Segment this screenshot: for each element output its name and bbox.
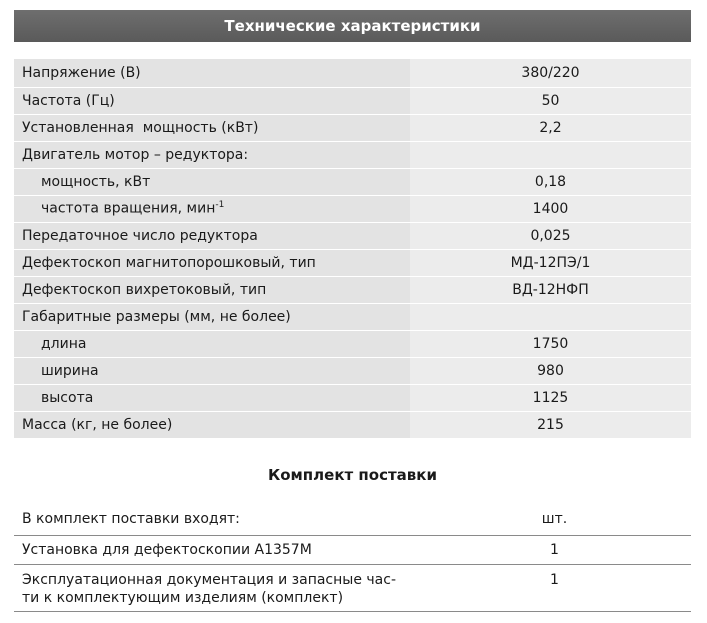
specs-title: Технические характеристики [224, 17, 481, 35]
table-row [14, 87, 691, 114]
kit-title: Комплект поставки [267, 466, 437, 484]
spec-label: ширина [14, 357, 410, 384]
spec-value: 0,025 [410, 222, 691, 249]
spec-value: 50 [410, 87, 691, 114]
table-row [14, 168, 691, 195]
kit-label: Установка для дефектоскопии А1357М [14, 535, 418, 564]
table-row [14, 114, 691, 141]
spec-label: Габаритные размеры (мм, не более) [14, 303, 410, 330]
specs-table [14, 59, 691, 439]
spec-label: Установленная мощность (кВт) [14, 114, 410, 141]
table-row [14, 357, 691, 384]
kit-label-line: ти к комплектующим изделиям (комплект) [22, 589, 344, 606]
spec-value: 380/220 [410, 59, 691, 87]
spec-value: 980 [410, 357, 691, 384]
spec-label: Дефектоскоп вихретоковый, тип [14, 276, 410, 303]
table-row [14, 303, 691, 330]
spec-value: МД-12ПЭ/1 [410, 249, 691, 276]
kit-value: 1 [418, 535, 691, 564]
spec-value: 1750 [410, 330, 691, 357]
kit-label: В комплект поставки входят: [14, 505, 418, 535]
spec-label: Масса (кг, не более) [14, 411, 410, 438]
table-row [14, 505, 691, 535]
table-row [14, 564, 691, 611]
spec-label [14, 195, 410, 222]
kit-value: шт. [418, 505, 691, 535]
spec-label-text: частота вращения, мин [41, 200, 216, 217]
spec-value: 1125 [410, 384, 691, 411]
spec-label: длина [14, 330, 410, 357]
spec-label-sup: -1 [215, 200, 225, 211]
table-row [14, 59, 691, 87]
kit-label-line: Эксплуатационная документация и запасные час- [22, 571, 397, 588]
table-row [14, 249, 691, 276]
spec-value: 2,2 [410, 114, 691, 141]
table-row [14, 330, 691, 357]
table-row [14, 195, 691, 222]
spec-value [410, 303, 691, 330]
spec-label: Частота (Гц) [14, 87, 410, 114]
kit-table [14, 505, 691, 612]
table-row [14, 411, 691, 438]
table-row [14, 276, 691, 303]
specs-header [14, 10, 691, 42]
spec-value: 215 [410, 411, 691, 438]
table-row [14, 222, 691, 249]
spec-label: высота [14, 384, 410, 411]
spec-value [410, 141, 691, 168]
table-row [14, 535, 691, 564]
table-row [14, 384, 691, 411]
table-row [14, 141, 691, 168]
kit-label [14, 564, 418, 611]
spec-label: Напряжение (В) [14, 59, 410, 87]
spec-value: 0,18 [410, 168, 691, 195]
spec-value: 1400 [410, 195, 691, 222]
spec-value: ВД-12НФП [410, 276, 691, 303]
spec-label: Передаточное число редуктора [14, 222, 410, 249]
spec-label: Дефектоскоп магнитопорошковый, тип [14, 249, 410, 276]
spec-label: мощность, кВт [14, 168, 410, 195]
kit-value: 1 [418, 564, 691, 611]
spec-label: Двигатель мотор – редуктора: [14, 141, 410, 168]
